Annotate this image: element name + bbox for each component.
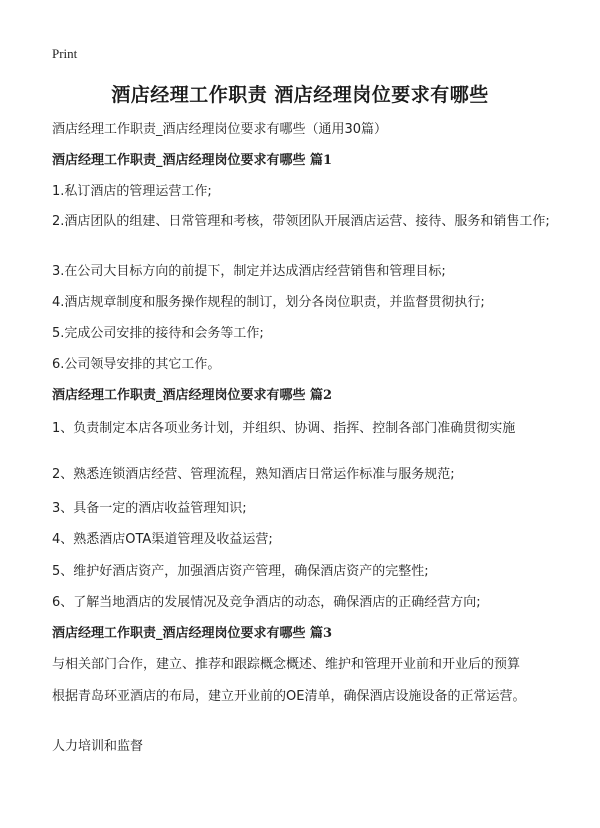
list-item: 4、熟悉酒店OTA渠道管理及收益运营; (52, 532, 273, 547)
list-item: 6、了解当地酒店的发展情况及竞争酒店的动态，确保酒店的正确经营方向; (52, 595, 481, 610)
paragraph: 根据青岛环亚酒店的布局，建立开业前的OE清单，确保酒店设施设备的正常运营。 (52, 689, 526, 704)
list-item: 4.酒店规章制度和服务操作规程的制订，划分各岗位职责，并监督贯彻执行; (52, 295, 485, 310)
list-item: 1.私订酒店的管理运营工作; (52, 184, 212, 199)
paragraph: 与相关部门合作，建立、推荐和跟踪概念概述、维护和管理开业前和开业后的预算 (52, 657, 521, 672)
list-item: 5、维护好酒店资产，加强酒店资产管理，确保酒店资产的完整性; (52, 564, 429, 579)
paragraph: 人力培训和监督 (52, 739, 144, 754)
document-title: 酒店经理工作职责 酒店经理岗位要求有哪些 (111, 84, 489, 106)
list-item: 2.酒店团队的组建、日常管理和考核，带领团队开展酒店运营、接待、服务和销售工作; (52, 214, 550, 229)
list-item: 5.完成公司安排的接待和会务等工作; (52, 326, 264, 341)
document-subtitle: 酒店经理工作职责_酒店经理岗位要求有哪些（通用30篇） (52, 122, 388, 137)
section-heading-3: 酒店经理工作职责_酒店经理岗位要求有哪些 篇3 (52, 626, 333, 641)
list-item: 2、熟悉连锁酒店经营、管理流程，熟知酒店日常运作标准与服务规范; (52, 467, 455, 482)
print-link[interactable]: Print (52, 46, 78, 61)
list-item: 1、负责制定本店各项业务计划，并组织、协调、指挥、控制各部门准确贯彻实施 (52, 421, 516, 436)
section-heading-2: 酒店经理工作职责_酒店经理岗位要求有哪些 篇2 (52, 388, 333, 403)
list-item: 6.公司领导安排的其它工作。 (52, 357, 221, 372)
list-item: 3、具备一定的酒店收益管理知识; (52, 501, 247, 516)
list-item: 3.在公司大目标方向的前提下，制定并达成酒店经营销售和管理目标; (52, 264, 446, 279)
section-heading-1: 酒店经理工作职责_酒店经理岗位要求有哪些 篇1 (52, 153, 333, 168)
